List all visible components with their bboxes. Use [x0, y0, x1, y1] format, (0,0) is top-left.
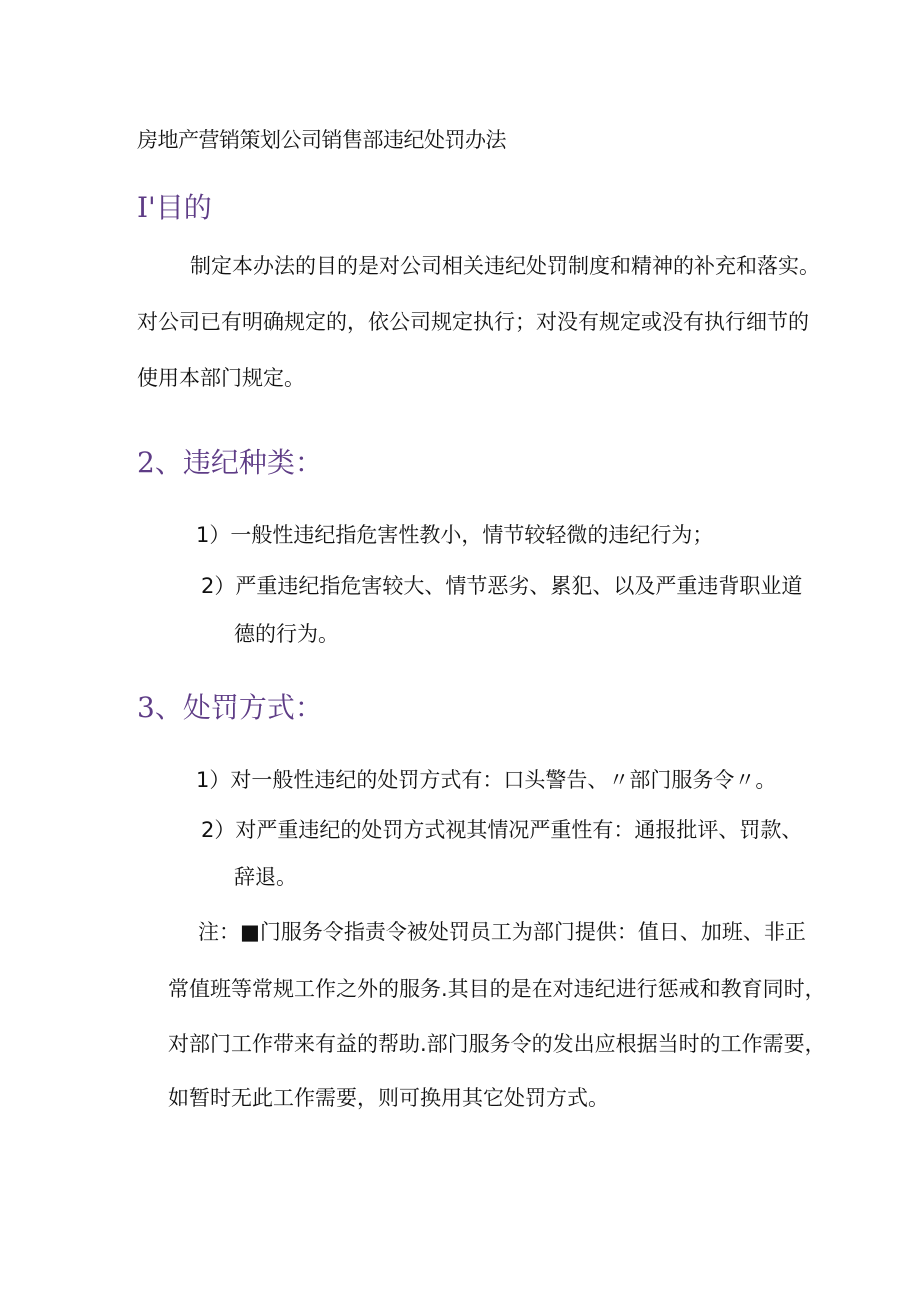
- section-2-item-1: 1）一般性违纪指危害性教小，情节较轻微的违纪行为；: [196, 523, 714, 547]
- section-3-item-2: 2）对严重违纪的处罚方式视其情况严重性有：通报批评、罚款、: [201, 818, 803, 842]
- note-line-3: 对部门工作带来有益的帮助.部门服务令的发出应根据当时的工作需要，: [168, 1032, 826, 1056]
- section-3-item-1: 1）对一般性违纪的处罚方式有：口头警告、〃部门服务令〃。: [196, 768, 777, 792]
- section-1-line-1: 制定本办法的目的是对公司相关违纪处罚制度和精神的补充和落实。: [190, 254, 820, 278]
- section-1-heading: I'目的: [137, 191, 212, 224]
- note-line-1: 注：■门服务令指责令被处罚员工为部门提供：值日、加班、非正: [198, 920, 806, 944]
- section-2-item-2-cont: 德的行为。: [234, 622, 339, 646]
- note-line-4: 如暂时无此工作需要，则可换用其它处罚方式。: [168, 1086, 609, 1110]
- section-1-line-3: 使用本部门规定。: [137, 366, 305, 390]
- section-2-item-2: 2）严重违纪指危害较大、情节恶劣、累犯、以及严重违背职业道: [201, 574, 803, 598]
- section-3-heading: 3、处罚方式：: [137, 691, 323, 724]
- section-1-line-2: 对公司已有明确规定的，依公司规定执行；对没有规定或没有执行细节的: [137, 310, 809, 334]
- note-line-2: 常值班等常规工作之外的服务.其目的是在对违纪进行惩戒和教育同时，: [168, 977, 826, 1001]
- section-2-heading: 2、违纪种类：: [137, 446, 323, 479]
- section-3-item-2-cont: 辞退。: [234, 865, 297, 889]
- document-title: 房地产营销策划公司销售部违纪处罚办法: [137, 128, 506, 152]
